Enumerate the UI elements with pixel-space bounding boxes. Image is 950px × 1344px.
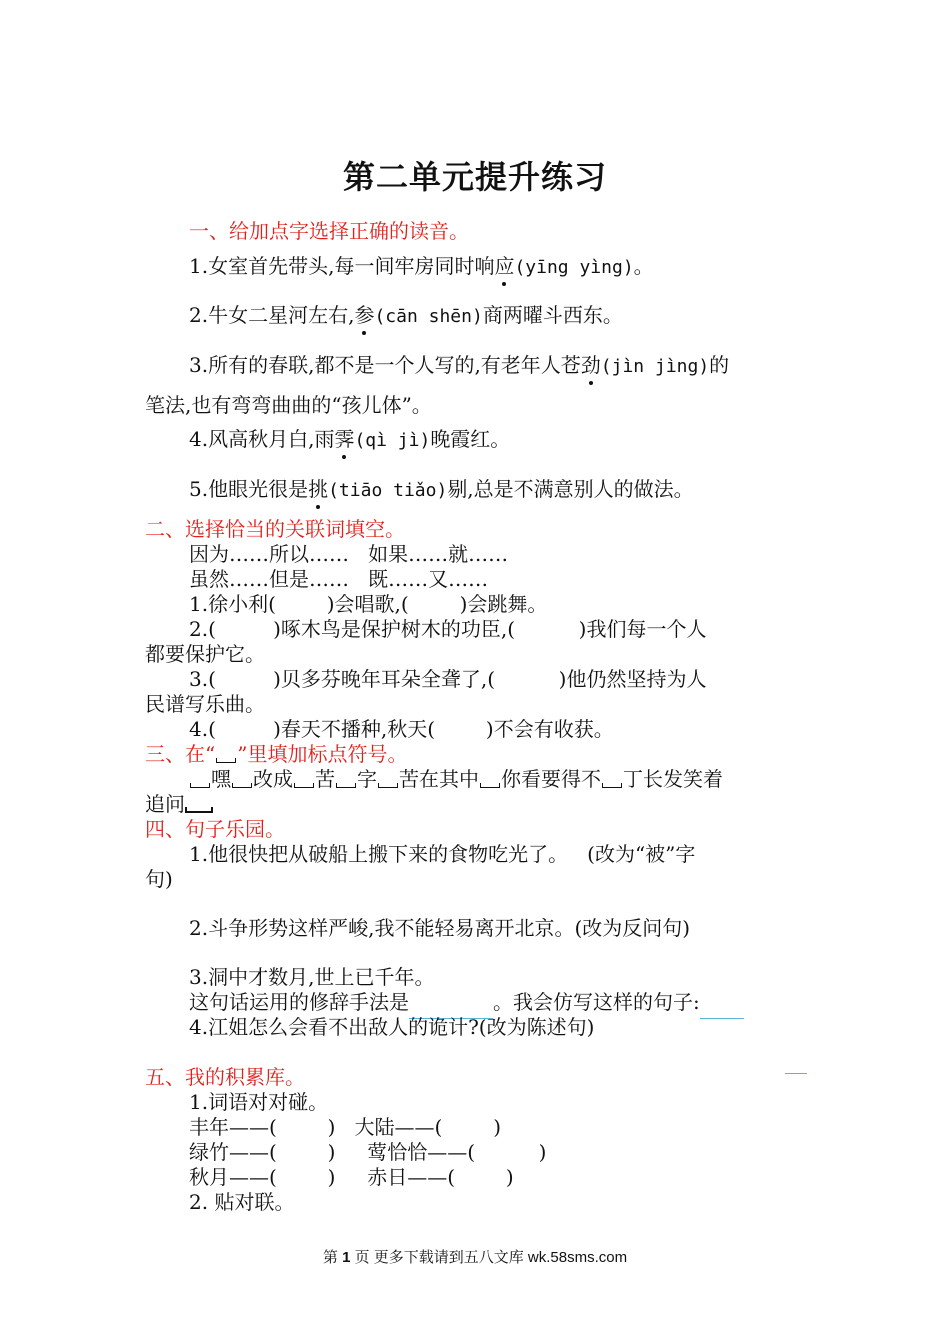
s5-pair-row-2: 绿竹——( ) 莺恰恰——( ): [189, 1140, 547, 1164]
s2-question-3-cont: 民谱写乐曲。: [145, 692, 265, 716]
section-5-heading: 五、我的积累库。: [145, 1065, 305, 1089]
emphasis-dot-char: 劲: [580, 353, 601, 377]
emphasis-dot-char: 参: [354, 303, 375, 327]
section-3-heading: 三、在“ ”里填加标点符号。: [145, 742, 408, 766]
s5-question-2: 2. 贴对联。: [189, 1190, 295, 1214]
s1-question-1: 1.女室首先带头,每一间牢房同时响应(yīng yìng)。: [189, 254, 654, 278]
s2-question-2: 2.( )啄木鸟是保护树木的功臣,( )我们每一个人: [189, 617, 707, 641]
s1-question-3: 3.所有的春联,都不是一个人写的,有老年人苍劲(jìn jìng)的: [189, 353, 730, 377]
punctuation-box-icon: [185, 807, 213, 813]
answer-blank[interactable]: [700, 992, 744, 1019]
s4-question-3: 3.洞中才数月,世上已千年。: [189, 965, 435, 989]
punctuation-box-icon: [190, 783, 210, 788]
s4-question-4: 4.江姐怎么会看不出敌人的诡计?(改为陈述句): [189, 1015, 595, 1039]
s4-question-4-blank[interactable]: [785, 1044, 807, 1074]
s4-question-1: 1.他很快把从破船上搬下来的食物吃光了。 (改为“被”字: [189, 842, 696, 866]
s2-word-bank-row-1: 因为……所以…… 如果……就……: [189, 542, 509, 566]
emphasis-dot-char: 挑: [308, 477, 329, 501]
punctuation-box-icon: [232, 783, 252, 788]
s2-question-2-cont: 都要保护它。: [145, 642, 265, 666]
section-2-heading: 二、选择恰当的关联词填空。: [145, 517, 405, 541]
punctuation-box-icon: [216, 758, 236, 763]
s5-pair-row-1: 丰年——( ) 大陆——( ): [189, 1115, 502, 1139]
s5-pair-row-3: 秋月——( ) 赤日——( ): [189, 1165, 514, 1189]
s4-question-2: 2.斗争形势这样严峻,我不能轻易离开北京。(改为反问句): [189, 916, 691, 940]
s5-question-1: 1.词语对对碰。: [189, 1090, 329, 1114]
punctuation-box-icon: [378, 783, 398, 788]
s1-question-2: 2.牛女二星河左右,参(cān shēn)商两曜斗西东。: [189, 303, 623, 327]
s3-passage-cont: 追问: [145, 791, 213, 817]
s1-question-3-cont: 笔法,也有弯弯曲曲的“孩儿体”。: [145, 393, 432, 417]
emphasis-dot-char: 霁: [334, 427, 355, 451]
emphasis-dot-char: 应: [494, 254, 515, 278]
punctuation-box-icon: [294, 783, 314, 788]
s3-passage: 嘿 改成 苦 字 苦在其中 你看要得不 丁长发笑着: [189, 766, 723, 792]
s4-question-3-sub: 这句话运用的修辞手法是 。我会仿写这样的句子:: [189, 989, 744, 1019]
section-4-heading: 四、句子乐园。: [145, 817, 285, 841]
punctuation-box-icon: [336, 783, 356, 788]
page-footer: 第 1 页 更多下载请到五八文库 wk.58sms.com: [322, 1249, 628, 1266]
s2-word-bank-row-2: 虽然……但是…… 既……又……: [189, 567, 489, 591]
punctuation-box-icon: [480, 783, 500, 788]
s2-question-1: 1.徐小利( )会唱歌,( )会跳舞。: [189, 592, 548, 616]
s2-question-4: 4.( )春天不播种,秋天( )不会有收获。: [189, 717, 614, 741]
s1-question-4: 4.风高秋月白,雨霁(qì jì)晚霞红。: [189, 427, 511, 451]
section-1-heading: 一、给加点字选择正确的读音。: [189, 219, 469, 243]
punctuation-box-icon: [602, 783, 622, 788]
page-number: 1: [342, 1249, 351, 1266]
page-title: 第二单元提升练习: [342, 158, 607, 196]
s2-question-3: 3.( )贝多芬晚年耳朵全聋了,( )他仍然坚持为人: [189, 667, 707, 691]
s4-question-1-cont: 句): [145, 867, 173, 891]
s1-question-5: 5.他眼光很是挑(tiāo tiǎo)剔,总是不满意别人的做法。: [189, 477, 694, 501]
